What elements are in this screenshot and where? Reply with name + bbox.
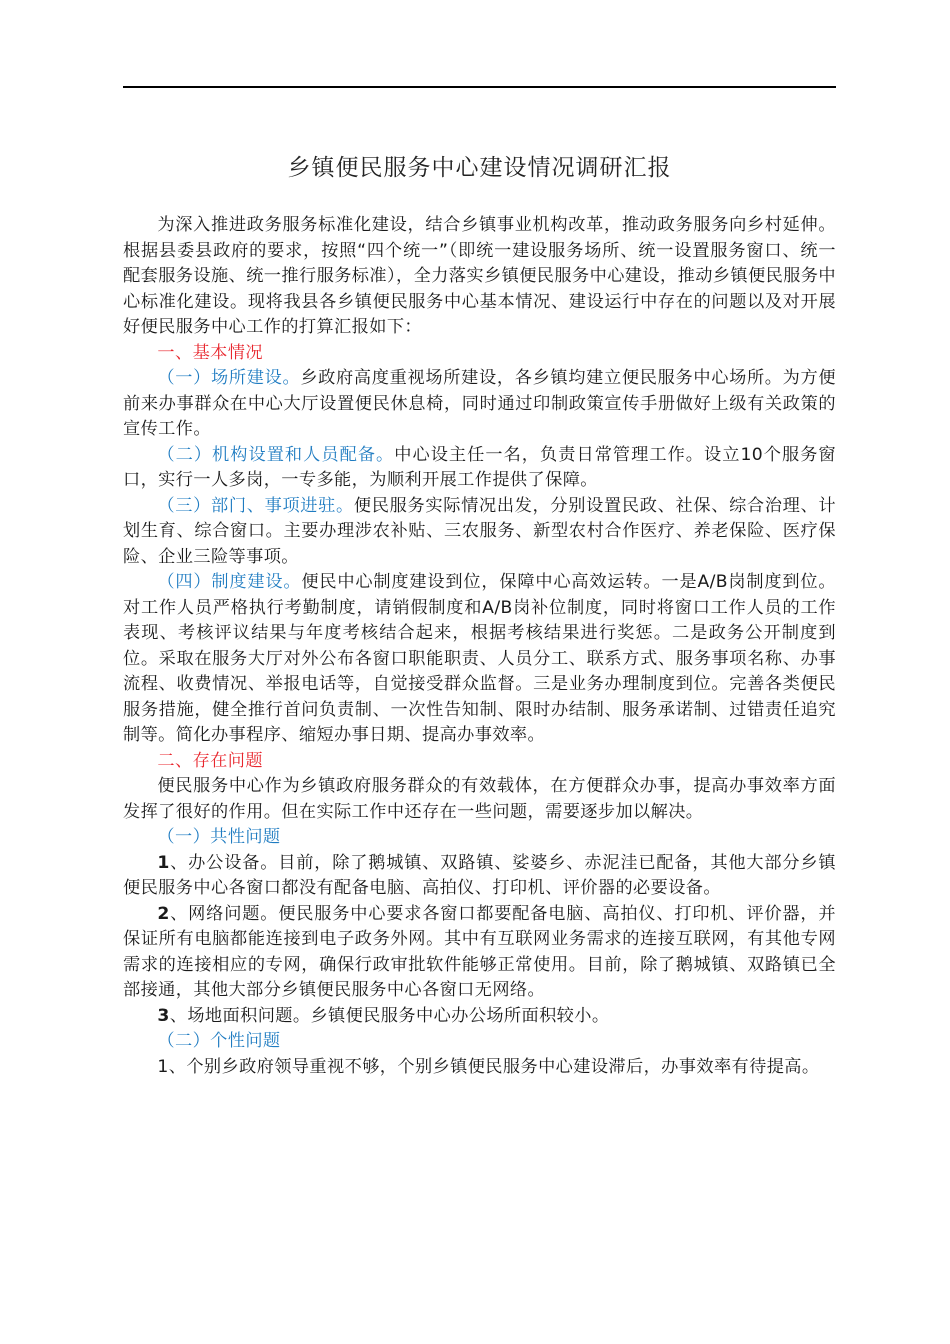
section1-item-1 bbox=[123, 366, 836, 443]
document-body bbox=[123, 213, 836, 1080]
issue-text: 、场地面积问题。乡镇便民服务中心办公场所面积较小。 bbox=[169, 1005, 610, 1026]
item-text: 中心设主任一名，负责日常管理工作。设立10个服务窗口，实行一人多岗，一专多能，为顺利开展工作提供了保障。 bbox=[123, 444, 837, 490]
individual-issue-1: 1、个别乡政府领导重视不够，个别乡镇便民服务中心建设滞后，办事效率有待提高。 bbox=[157, 1056, 820, 1077]
item-text: 便民中心制度建设到位，保障中心高效运转。一是A/B岗制度到位。对工作人员严格执行考勤制度，请销假制度和A/B岗补位制度，同时将窗口工作人员的工作表现、考核评议结果与年度考核结合起来，根据考核结果进行奖惩。二是政务公开制度到位。采取在服务大厅对外公布各窗口职能职责、人员分工、联系方式、服务事项名称、办事流程、收费情况、举报电话等，自觉接受群众监督。三是业务办理制度到位。完善各类便民服务措施，健全推行首问负责制、一次性告知制、限时办结制、服务承诺制、过错责任追究制等。简化办事程序、缩短办事日期、提高办事效率。 bbox=[123, 572, 836, 745]
individual-issues-heading: （二）个性问题 bbox=[157, 1031, 281, 1051]
common-issue-1 bbox=[123, 851, 836, 902]
item-label: （三）部门、事项进驻。 bbox=[157, 495, 354, 516]
common-issue-3 bbox=[123, 1004, 836, 1030]
issue-number: 1 bbox=[157, 852, 170, 873]
section1-item-3 bbox=[123, 494, 836, 571]
page-title: 乡镇便民服务中心建设情况调研汇报 bbox=[287, 155, 672, 181]
item-label: （一）场所建设。 bbox=[157, 368, 301, 388]
section-heading-basic: 一、基本情况 bbox=[157, 342, 263, 363]
item-label: （二）机构设置和人员配备。 bbox=[157, 444, 395, 465]
item-label: （四）制度建设。 bbox=[157, 572, 302, 592]
issue-text: 、办公设备。目前，除了鹅城镇、双路镇、娑婆乡、赤泥洼已配备，其他大部分乡镇便民服务中心各窗口都没有配备电脑、高拍仪、打印机、评价器的必要设备。 bbox=[123, 852, 836, 898]
intro-paragraph: 为深入推进政务服务标准化建设，结合乡镇事业机构改革，推动政务服务向乡村延伸。根据县委县政府的要求，按照“四个统一”（即统一建设服务场所、统一设置服务窗口、统一配套服务设施、统一推行服务标准），全力落实乡镇便民服务中心建设，推动乡镇便民服务中心标准化建设。现将我县各乡镇便民服务中心基本情况、建设运行中存在的问题以及对开展好便民服务中心工作的打算汇报如下： bbox=[123, 215, 836, 337]
header-rule bbox=[123, 86, 836, 88]
item-text: 乡政府高度重视场所建设，各乡镇均建立便民服务中心场所。为方便前来办事群众在中心大厅设置便民休息椅，同时通过印制政策宣传手册做好上级有关政策的宣传工作。 bbox=[123, 368, 836, 439]
common-issue-2 bbox=[123, 902, 836, 1004]
issue-text: 、网络问题。便民服务中心要求各窗口都要配备电脑、高拍仪、打印机、评价器，并保证所有电脑都能连接到电子政务外网。其中有互联网业务需求的连接互联网，有其他专网需求的连接相应的专网，确保行政审批软件能够正常使用。目前，除了鹅城镇、双路镇已全部接通，其他大部分乡镇便民服务中心各窗口无网络。 bbox=[123, 903, 836, 1000]
common-issues-heading: （一）共性问题 bbox=[157, 827, 281, 847]
item-text: 便民服务实际情况出发，分别设置民政、社保、综合治理、计划生育、综合窗口。主要办理涉农补贴、三农服务、新型农村合作医疗、养老保险、医疗保险、企业三险等事项。 bbox=[123, 495, 836, 567]
section-heading-problems: 二、存在问题 bbox=[157, 750, 263, 771]
section2-intro: 便民服务中心作为乡镇政府服务群众的有效载体，在方便群众办事，提高办事效率方面发挥了很好的作用。但在实际工作中还存在一些问题，需要逐步加以解决。 bbox=[123, 776, 836, 822]
issue-number: 2 bbox=[157, 903, 170, 924]
section1-item-4 bbox=[123, 570, 836, 749]
section1-item-2 bbox=[123, 443, 836, 494]
issue-number: 3 bbox=[157, 1005, 170, 1026]
